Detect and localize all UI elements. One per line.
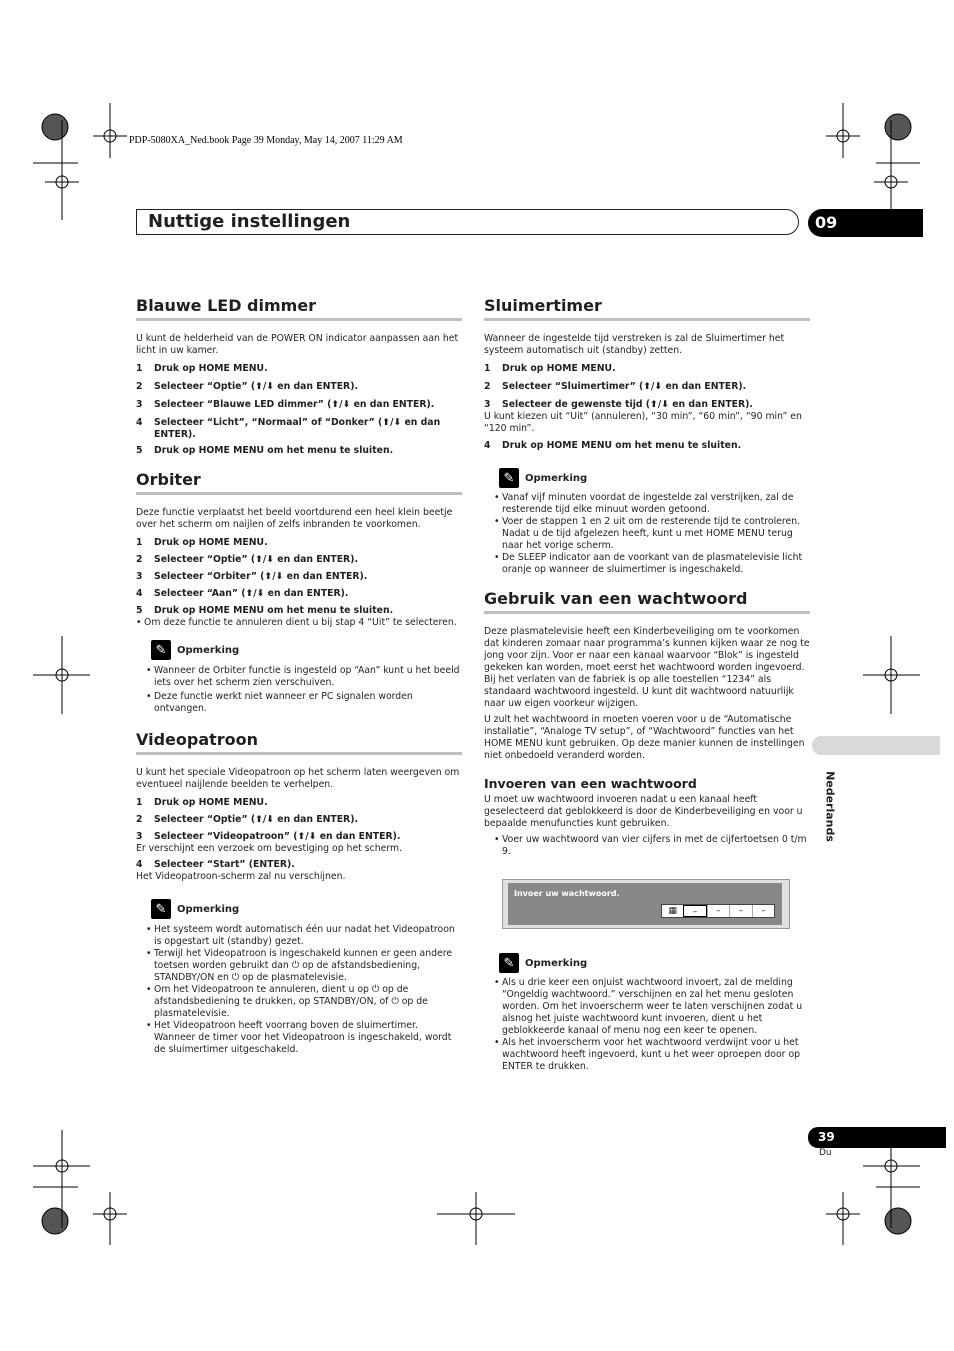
paragraph: U moet uw wachtwoord invoeren nadat u een kanaal heeft geselecteerd dat geblokkeerd is door de Kinderbeveiliging en voor u bepaalde menufuncties kunt gebruiken. [484, 794, 803, 829]
side-tab [812, 736, 940, 755]
page-number: 39 [808, 1127, 946, 1148]
note-item: • Terwijl het Videopatroon is ingeschakeld kunnen er geen andere toetsen worden gebruikt dan ⏻ op de afstandsbediening, STANDBY/ON en ⏻ op de plasmatelevisie. [154, 948, 462, 984]
pencil-icon: ✎ [151, 899, 171, 919]
step: 4 Druk op HOME MENU om het menu te sluiten. [484, 440, 742, 451]
paragraph: Deze functie verplaatst het beeld voortdurend een heel klein beetje over het scherm om naijlen of zelfs inbranden te voorkomen. [136, 507, 453, 530]
note-item: • De SLEEP indicator aan de voorkant van de plasmatelevisie licht oranje op wanneer de sluimertimer is ingeschakeld. [502, 552, 810, 576]
step: 3 Selecteer “Videopatroon” (⬆/⬇ en dan ENTER). [136, 831, 401, 842]
step: 1 Druk op HOME MENU. [484, 363, 616, 374]
step: 3 Selecteer de gewenste tijd (⬆/⬇ en dan ENTER). [484, 399, 753, 410]
step: 1 Druk op HOME MENU. [136, 537, 268, 548]
password-fields [661, 904, 775, 918]
note-item: • Het Videopatroon heeft voorrang boven de sluimertimer. Wanneer de timer voor het Videopatroon is ingeschakeld, wordt de sluimertimer uitgeschakeld. [154, 1020, 462, 1056]
section-title: Blauwe LED dimmer [136, 296, 462, 321]
step: 4 Selecteer “Start” (ENTER). [136, 859, 295, 870]
left-column [136, 296, 462, 1056]
note-item: • Wanneer de Orbiter functie is ingesteld op “Aan” kunt u het beeld iets over het scherm zien verschuiven. [154, 665, 462, 689]
paragraph: U kunt het speciale Videopatroon op het scherm laten weergeven om eventueel naijlende beelden te verhelpen. [136, 767, 460, 790]
paragraph: U zult het wachtwoord in moeten voeren voor u de “Automatische installatie”, “Analoge TV setup”, of “Wachtwoord” functies van het HOME MENU kunt gebruiken. Op deze manier kunnen de instellingen niet onbedoeld veranderd worden. [484, 714, 805, 761]
bullet-note: • Om deze functie te annuleren dient u bij stap 4 “Uit” te selecteren. [136, 617, 457, 628]
note-item: • Het systeem wordt automatisch één uur nadat het Videopatroon is opgestart uit (standby) gezet. [154, 924, 462, 948]
password-digit: – [707, 905, 729, 917]
page-title: Nuttige instellingen [148, 211, 351, 232]
subsection-title: Invoeren van een wachtwoord [484, 776, 697, 791]
step: 5 Druk op HOME MENU om het menu te sluiten. [136, 605, 394, 616]
right-column [484, 296, 810, 858]
step: 3 Selecteer “Blauwe LED dimmer” (⬆/⬇ en dan ENTER). [136, 399, 435, 410]
paragraph: U kunt kiezen uit “Uit” (annuleren), “30 min”, “60 min”, “90 min” en “120 min”. [484, 411, 802, 434]
bullet-item: • Voer uw wachtwoord van vier cijfers in met de cijfertoetsen 0 t/m 9. [502, 834, 810, 858]
note-item: • Om het Videopatroon te annuleren, dient u op ⏻ op de afstandsbediening te drukken, op STANDBY/ON, of ⏻ op de plasmatelevisie. [154, 984, 462, 1020]
note-item: • Vanaf vijf minuten voordat de ingestelde zal verstrijken, zal de resterende tijd elke minuut worden getoond. [502, 492, 810, 516]
section-title: Gebruik van een wachtwoord [484, 589, 810, 614]
step: 4 Selecteer “Licht”, “Normaal” of “Donker” (⬆/⬇ en dan ENTER). [136, 417, 441, 440]
password-prompt: Invoer uw wachtwoord. [514, 889, 620, 898]
paragraph: Wanneer de ingestelde tijd verstreken is zal de Sluimertimer het systeem automatisch uit (standby) zetten. [484, 333, 785, 356]
note-heading: ✎ Opmerking [151, 640, 462, 660]
crop-line: PDP-5080XA_Ned.book Page 39 Monday, May 14, 2007 11:29 AM [129, 135, 403, 146]
pencil-icon: ✎ [499, 953, 519, 973]
step: 2 Selecteer “Optie” (⬆/⬇ en dan ENTER). [136, 554, 359, 565]
right-column-notes [484, 953, 810, 1073]
step: 4 Selecteer “Aan” (⬆/⬇ en dan ENTER). [136, 588, 349, 599]
note-item: • Voer de stappen 1 en 2 uit om de resterende tijd te controleren. Nadat u de tijd afgelezen heeft, kunt u met HOME MENU terug naar het vorige scherm. [502, 516, 810, 552]
step: 1 Druk op HOME MENU. [136, 797, 268, 808]
password-digit: – [683, 905, 706, 917]
note-item: • Als het invoerscherm voor het wachtwoord verdwijnt voor u het wachtwoord heeft ingevoerd, kunt u het weer oproepen door op ENTER te drukken. [502, 1037, 810, 1073]
password-digit: – [729, 905, 751, 917]
step: 2 Selecteer “Sluimertimer” (⬆/⬇ en dan ENTER). [484, 381, 747, 392]
step: 3 Selecteer “Orbiter” (⬆/⬇ en dan ENTER). [136, 571, 368, 582]
section-title: Videopatroon [136, 730, 462, 755]
paragraph: Er verschijnt een verzoek om bevestiging op het scherm. [136, 843, 403, 854]
paragraph: U kunt de helderheid van de POWER ON indicator aanpassen aan het licht in uw kamer. [136, 333, 459, 356]
note-heading: ✎ Opmerking [499, 468, 810, 488]
side-label: Nederlands [823, 771, 837, 842]
section-title: Sluimertimer [484, 296, 810, 321]
pencil-icon: ✎ [499, 468, 519, 488]
note-item: • Als u drie keer een onjuist wachtwoord invoert, zal de melding “Ongeldig wachtwoord.” verschijnen en zal het menu gesloten worden. Om het invoerscherm weer te laten verschijnen zodat u alsnog het juiste wachtwoord kunt invoeren, dient u het geblokkeerde kanaal of menu nog een keer te openen. [502, 977, 810, 1037]
paragraph: Deze plasmatelevisie heeft een Kinderbeveiliging om te voorkomen dat kinderen zomaar naar programma’s kunnen kijken waar ze nog te jong voor zijn. Voor er naar een kanaal waarvoor “Blok” is ingesteld gekeken kan worden, moet eerst het wachtwoord worden ingevoerd. Bij het verlaten van de fabriek is op alle toestellen “1234” als standaard wachtwoord ingesteld. U kunt dit wachtwoord natuurlijk naar uw eigen voorkeur wijzigen. [484, 626, 810, 709]
step: 5 Druk op HOME MENU om het menu te sluiten. [136, 445, 394, 456]
keypad-icon: ▦ [668, 906, 677, 916]
paragraph: Het Videopatroon-scherm zal nu verschijnen. [136, 871, 346, 882]
page-lang: Du [819, 1148, 832, 1158]
step: 2 Selecteer “Optie” (⬆/⬇ en dan ENTER). [136, 814, 359, 825]
chapter-badge: 09 [808, 209, 923, 237]
step: 2 Selecteer “Optie” (⬆/⬇ en dan ENTER). [136, 381, 359, 392]
note-heading: ✎ Opmerking [151, 899, 462, 919]
password-digit: – [752, 905, 774, 917]
step: 1 Druk op HOME MENU. [136, 363, 268, 374]
note-item: • Deze functie werkt niet wanneer er PC signalen worden ontvangen. [154, 691, 462, 715]
note-heading: ✎ Opmerking [499, 953, 810, 973]
section-title: Orbiter [136, 470, 462, 495]
pencil-icon: ✎ [151, 640, 171, 660]
